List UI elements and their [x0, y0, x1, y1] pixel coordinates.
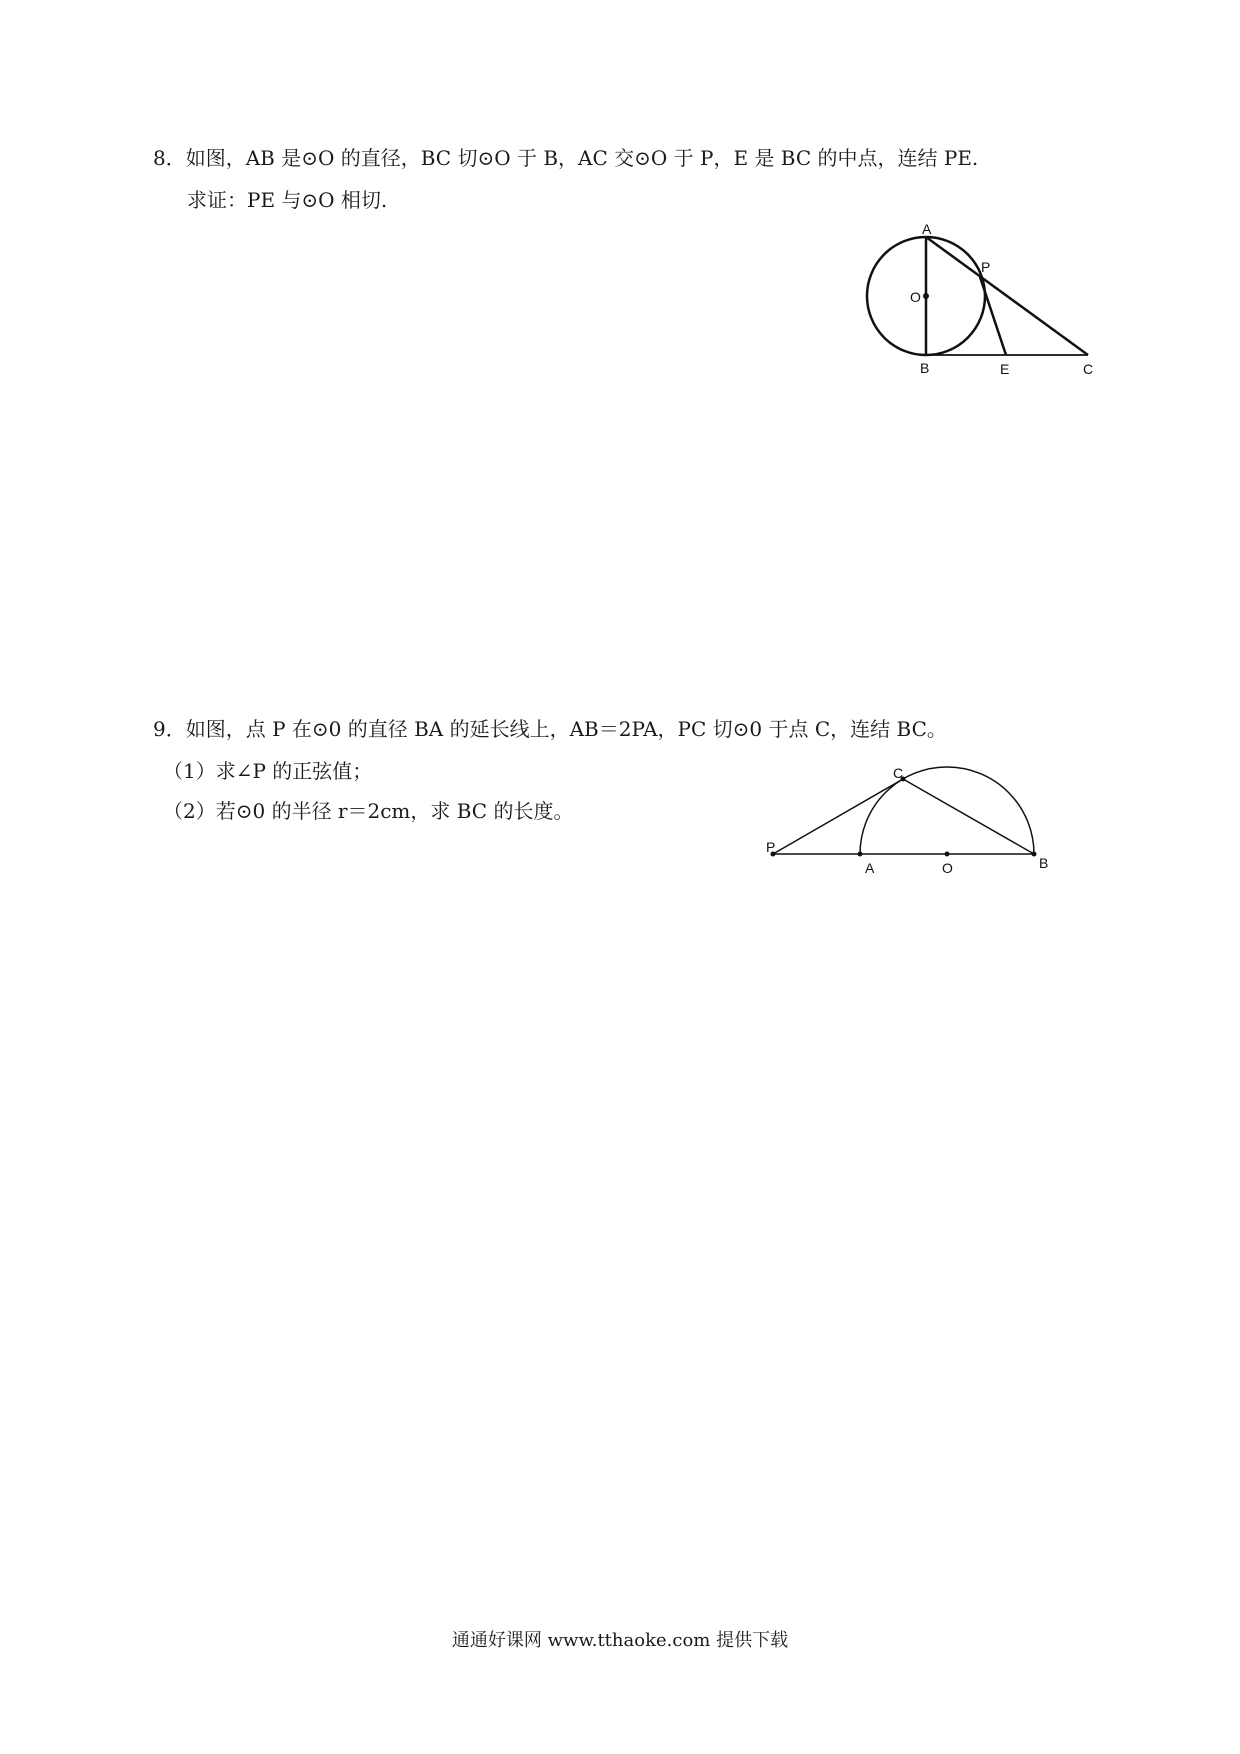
label-b: B [920, 360, 930, 376]
segment-pe [980, 277, 1006, 355]
label-a: A [922, 221, 932, 237]
label-c: C [893, 765, 904, 781]
problem-8-statement: 8．如图，AB 是⊙O 的直径，BC 切⊙O 于 B，AC 交⊙O 于 P，E 是 BC 的中点，连结 PE. [153, 146, 979, 170]
point-b [1032, 852, 1037, 857]
label-o: O [942, 860, 953, 876]
label-b: B [1039, 855, 1049, 871]
label-e: E [1000, 361, 1010, 377]
center-point-o [923, 293, 929, 299]
tangent-pc [773, 779, 903, 854]
problem-9-figure [760, 760, 1060, 880]
semicircle-o [860, 767, 1034, 854]
problem-9-part-1: （1）求∠P 的正弦值； [163, 759, 373, 783]
label-p: P [981, 259, 991, 275]
label-a: A [865, 860, 875, 876]
label-o: O [910, 289, 921, 305]
point-a [858, 852, 863, 857]
segment-bc [903, 779, 1034, 854]
problem-9-part-2: （2）若⊙0 的半径 r＝2cm，求 BC 的长度。 [163, 799, 574, 823]
segment-ac [926, 237, 1088, 355]
problem-8-figure [850, 220, 1100, 385]
page-footer: 通通好课网 www.tthaoke.com 提供下载 [451, 1630, 789, 1651]
label-c: C [1083, 361, 1094, 377]
problem-9-statement: 9．如图，点 P 在⊙0 的直径 BA 的延长线上，AB＝2PA，PC 切⊙0 于点 C，连结 BC。 [153, 717, 947, 741]
point-o [945, 852, 950, 857]
problem-8-task: 求证：PE 与⊙O 相切. [187, 188, 388, 212]
label-p: P [766, 839, 776, 855]
